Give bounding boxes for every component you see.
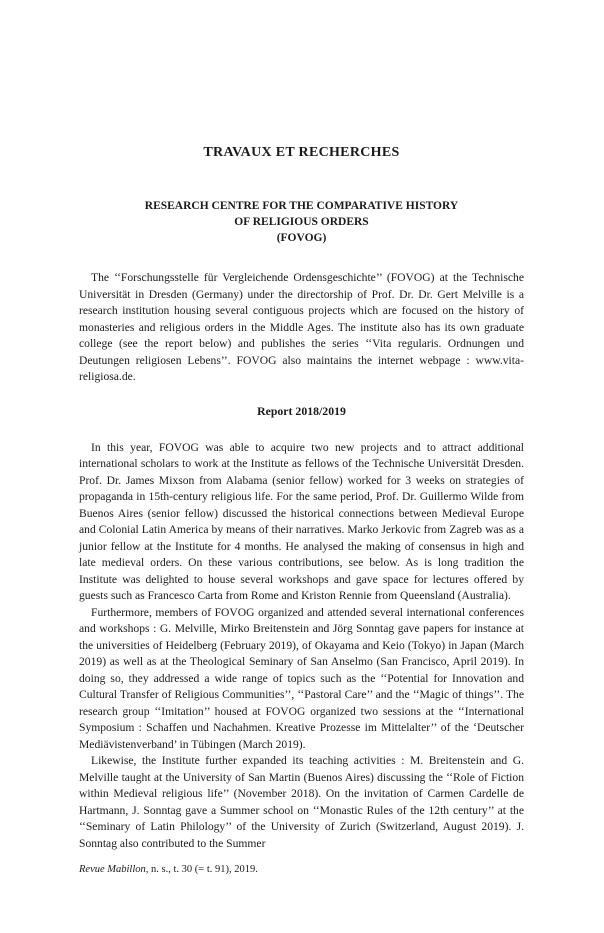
report-paragraph-3: Likewise, the Institute further expanded its teaching activities : M. Breitenstein and G. Melville taught at the University of San Martin (Buenos Aires) discussing the ‘‘Role of Fiction within Medieval religious life’’ (November 2018). On the invitation of Carmen Cardelle de Hartmann, J. Sonntag gave a Summer school on ‘‘Monastic Rules of the 12th century’’ at the ‘‘Seminary of Latin Philology’’ of the University of Zurich (Switzerland, August 2019). J. Sonntag also contributed to the Summer	[79, 754, 524, 850]
report-title: Report 2018/2019	[257, 403, 346, 418]
report-paragraph-1: In this year, FOVOG was able to acquire two new projects and to attract additional international scholars to work at the Institute as fellows of the Technische Universität Dresden. Prof. Dr. James Mixson from Alabama (senior fellow) worked for 3 weeks on strategies of propaganda in 15th-century religious life. For the same period, Prof. Dr. Guillermo Wilde from Buenos Aires (senior fellow) discussed the historical connections between Medieval Europe and Colonial Latin America by means of their narratives. Marko Jerkovic from Zagreb was as a junior fellow at the Institute for 4 months. He analysed the making of consensus in high and late medieval orders. On these various contributions, see below. As is long tradition the Institute was delighted to house several workshops and gave space for lectures offered by guests such as Francesco Carta from Rome and Kriston Rennie from Queensland (Australia).	[79, 440, 524, 602]
heading-line-2: OF RELIGIOUS ORDERS	[234, 216, 369, 228]
footer-journal: Revue Mabillon	[79, 864, 146, 875]
section-title: TRAVAUX ET RECHERCHES	[203, 145, 400, 160]
heading-line-1: RESEARCH CENTRE FOR THE COMPARATIVE HISTORY	[144, 200, 459, 212]
article-heading	[79, 198, 524, 246]
heading-line-3: (FOVOG)	[276, 232, 327, 244]
intro-paragraph: The ‘‘Forschungsstelle für Vergleichende Ordensgeschichte’’ (FOVOG) at the Technische Universität in Dresden (Germany) under the directorship of Prof. Dr. Dr. Gert Melville is a research institution housing several contiguous projects which are focused on the history of monasteries and religious orders in the Middle Ages. The institute also has its own graduate college (see the report below) and publishes the series ‘‘Vita regularis. Ordnungen und Deutungen religiosen Lebens’’. FOVOG also maintains the internet webpage : www.vita-religiosa.de.	[79, 271, 524, 383]
footer-citation: , n. s., t. 30 (= t. 91), 2019.	[145, 864, 258, 875]
report-paragraph-2: Furthermore, members of FOVOG organized and attended several international conferences and workshops : G. Melville, Mirko Breitenstein and Jörg Sonntag gave papers for instance at the universities of Heidelberg (February 2019), of Okayama and Keio (Tokyo) in Japan (March 2019) as well as at the Theological Seminary of San Anselmo (San Francisco, April 2019). In doing so, they addressed a wide range of topics such as the ‘‘Potential for Innovation and Cultural Transfer of Religious Communities’’, ‘‘Pastoral Care’’ and the ‘‘Magic of things’’. The research group ‘‘Imitation’’ housed at FOVOG organized two sessions at the ‘‘International Symposium : Schaffen und Nachahmen. Kreative Prozesse im Mittelalter’’ of the ‘Deutscher Mediävistenverband’ in Tübingen (March 2019).	[79, 605, 524, 751]
page-footer	[79, 864, 258, 875]
page-content	[79, 143, 524, 852]
